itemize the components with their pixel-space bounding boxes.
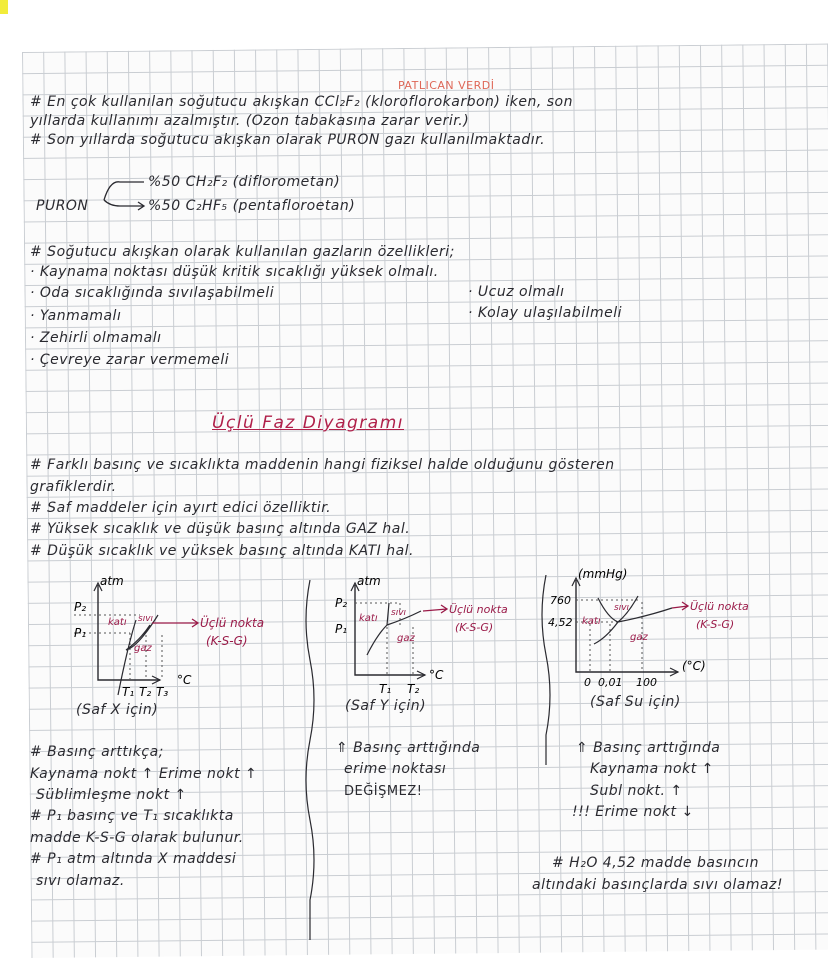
properties-heading: # Soğutucu akışkan olarak kullanılan gazların özellikleri;	[30, 244, 455, 260]
region-gas: gaz	[134, 643, 152, 654]
x-axis-label: °C	[429, 668, 444, 682]
x-tick: T₁	[122, 685, 135, 699]
phase-line: grafiklerdir.	[30, 479, 117, 495]
separator-wave	[536, 575, 556, 765]
x-axis-label: (°C)	[682, 659, 706, 673]
y-tick: P₂	[74, 600, 87, 614]
highlighter-mark	[0, 0, 8, 14]
phase-diagram-x	[40, 575, 310, 705]
note-line: # Basınç arttıkça;	[30, 744, 164, 760]
property-item: · Kaynama noktası düşük kritik sıcaklığı yüksek olmalı.	[30, 264, 439, 280]
phase-line: # Saf maddeler için ayırt edici özelliktir.	[30, 500, 332, 516]
intro-line-2: yıllarda kullanımı azalmıştır. (Ozon tabakasına zarar verir.)	[30, 113, 470, 129]
region-gas: gaz	[397, 633, 415, 644]
region-gas: gaz	[630, 632, 648, 643]
triple-point-sub: (K-S-G)	[696, 618, 735, 631]
region-liquid: sıvı	[391, 608, 407, 618]
y-axis-label: atm	[357, 575, 381, 588]
note-line: Süblimleşme nokt ↑	[36, 787, 187, 803]
phase-line: # Düşük sıcaklık ve yüksek basınç altında KATI hal.	[30, 543, 415, 559]
diagram-caption: (Saf X için)	[76, 702, 159, 718]
intro-line-1: # En çok kullanılan soğutucu akışkan CCl₂F₂ (kloroflorokarbon) iken, son	[30, 94, 573, 110]
faint-red-note: PATLICAN VERDİ	[398, 79, 495, 92]
property-item: · Ucuz olmalı	[468, 284, 565, 300]
property-item: · Kolay ulaşılabilmeli	[468, 305, 623, 321]
note-line: ⇑ Basınç arttığında	[576, 740, 721, 756]
y-tick: 4,52	[548, 616, 573, 629]
property-item: · Yanmamalı	[30, 308, 122, 324]
note-line: # P₁ basınç ve T₁ sıcaklıkta	[30, 808, 234, 824]
triple-point-label: Üçlü nokta	[200, 616, 265, 630]
puron-label: PURON	[36, 198, 89, 214]
y-axis-label: (mmHg)	[578, 568, 628, 581]
y-tick: P₁	[335, 622, 348, 636]
region-solid: katı	[359, 613, 378, 624]
x-tick: 100	[636, 676, 657, 689]
note-line: madde K-S-G olarak bulunur.	[30, 830, 244, 846]
x-tick: T₂	[139, 685, 152, 699]
phase-line: # Yüksek sıcaklık ve düşük basınç altında GAZ hal.	[30, 521, 411, 537]
region-liquid: sıvı	[614, 603, 630, 613]
x-axis-label: °C	[177, 673, 192, 687]
triple-point-label: Üçlü nokta	[449, 603, 508, 616]
x-tick: T₃	[156, 685, 169, 699]
puron-component-1: %50 CH₂F₂ (diflorometan)	[148, 174, 341, 190]
y-tick: 760	[550, 594, 571, 607]
property-item: · Çevreye zarar vermemeli	[30, 352, 230, 368]
note-line: # H₂O 4,52 madde basıncın	[552, 855, 759, 871]
note-line: erime noktası	[344, 761, 447, 777]
diagram-caption: (Saf Y için)	[345, 698, 427, 714]
x-tick: 0	[584, 676, 591, 689]
x-tick: 0,01	[598, 676, 623, 689]
branch-arrows-icon	[100, 176, 148, 212]
property-item: · Zehirli olmamalı	[30, 330, 162, 346]
x-tick: T₁	[379, 682, 392, 696]
y-axis-label: atm	[100, 575, 124, 588]
note-line: Subl nokt. ↑	[590, 783, 683, 799]
note-line: altındaki basınçlarda sıvı olamaz!	[532, 877, 784, 893]
y-tick: P₂	[335, 596, 348, 610]
note-line: sıvı olamaz.	[36, 873, 125, 889]
note-line: !!! Erime nokt ↓	[572, 804, 694, 820]
region-solid: katı	[108, 617, 127, 628]
region-solid: katı	[582, 616, 601, 627]
separator-wave	[300, 580, 320, 940]
note-line: Kaynama nokt ↑	[590, 761, 714, 777]
triple-point-label: Üçlü nokta	[690, 600, 749, 613]
y-tick: P₁	[74, 626, 87, 640]
region-liquid: sıvı	[138, 614, 154, 624]
note-line: ⇑ Basınç arttığında	[336, 740, 481, 756]
section-title: Üçlü Faz Diyagramı	[212, 413, 404, 433]
puron-component-2: %50 C₂HF₅ (pentafloroetan)	[148, 198, 356, 214]
triple-point-sub: (K-S-G)	[455, 621, 494, 634]
phase-diagram-y	[315, 575, 545, 705]
x-tick: T₂	[407, 682, 420, 696]
diagram-caption: (Saf Su için)	[590, 694, 681, 710]
phase-line: # Farklı basınç ve sıcaklıkta maddenin hangi fiziksel halde olduğunu gösteren	[30, 457, 615, 473]
note-line: Kaynama nokt ↑ Erime nokt ↑	[30, 766, 258, 782]
note-line: DEĞİŞMEZ!	[344, 784, 423, 799]
triple-point-sub: (K-S-G)	[206, 634, 248, 648]
intro-line-3: # Son yıllarda soğutucu akışkan olarak PURON gazı kullanılmaktadır.	[30, 132, 546, 148]
note-line: # P₁ atm altında X maddesi	[30, 851, 237, 867]
property-item: · Oda sıcaklığında sıvılaşabilmeli	[30, 285, 275, 301]
phase-diagram-water	[548, 568, 828, 698]
